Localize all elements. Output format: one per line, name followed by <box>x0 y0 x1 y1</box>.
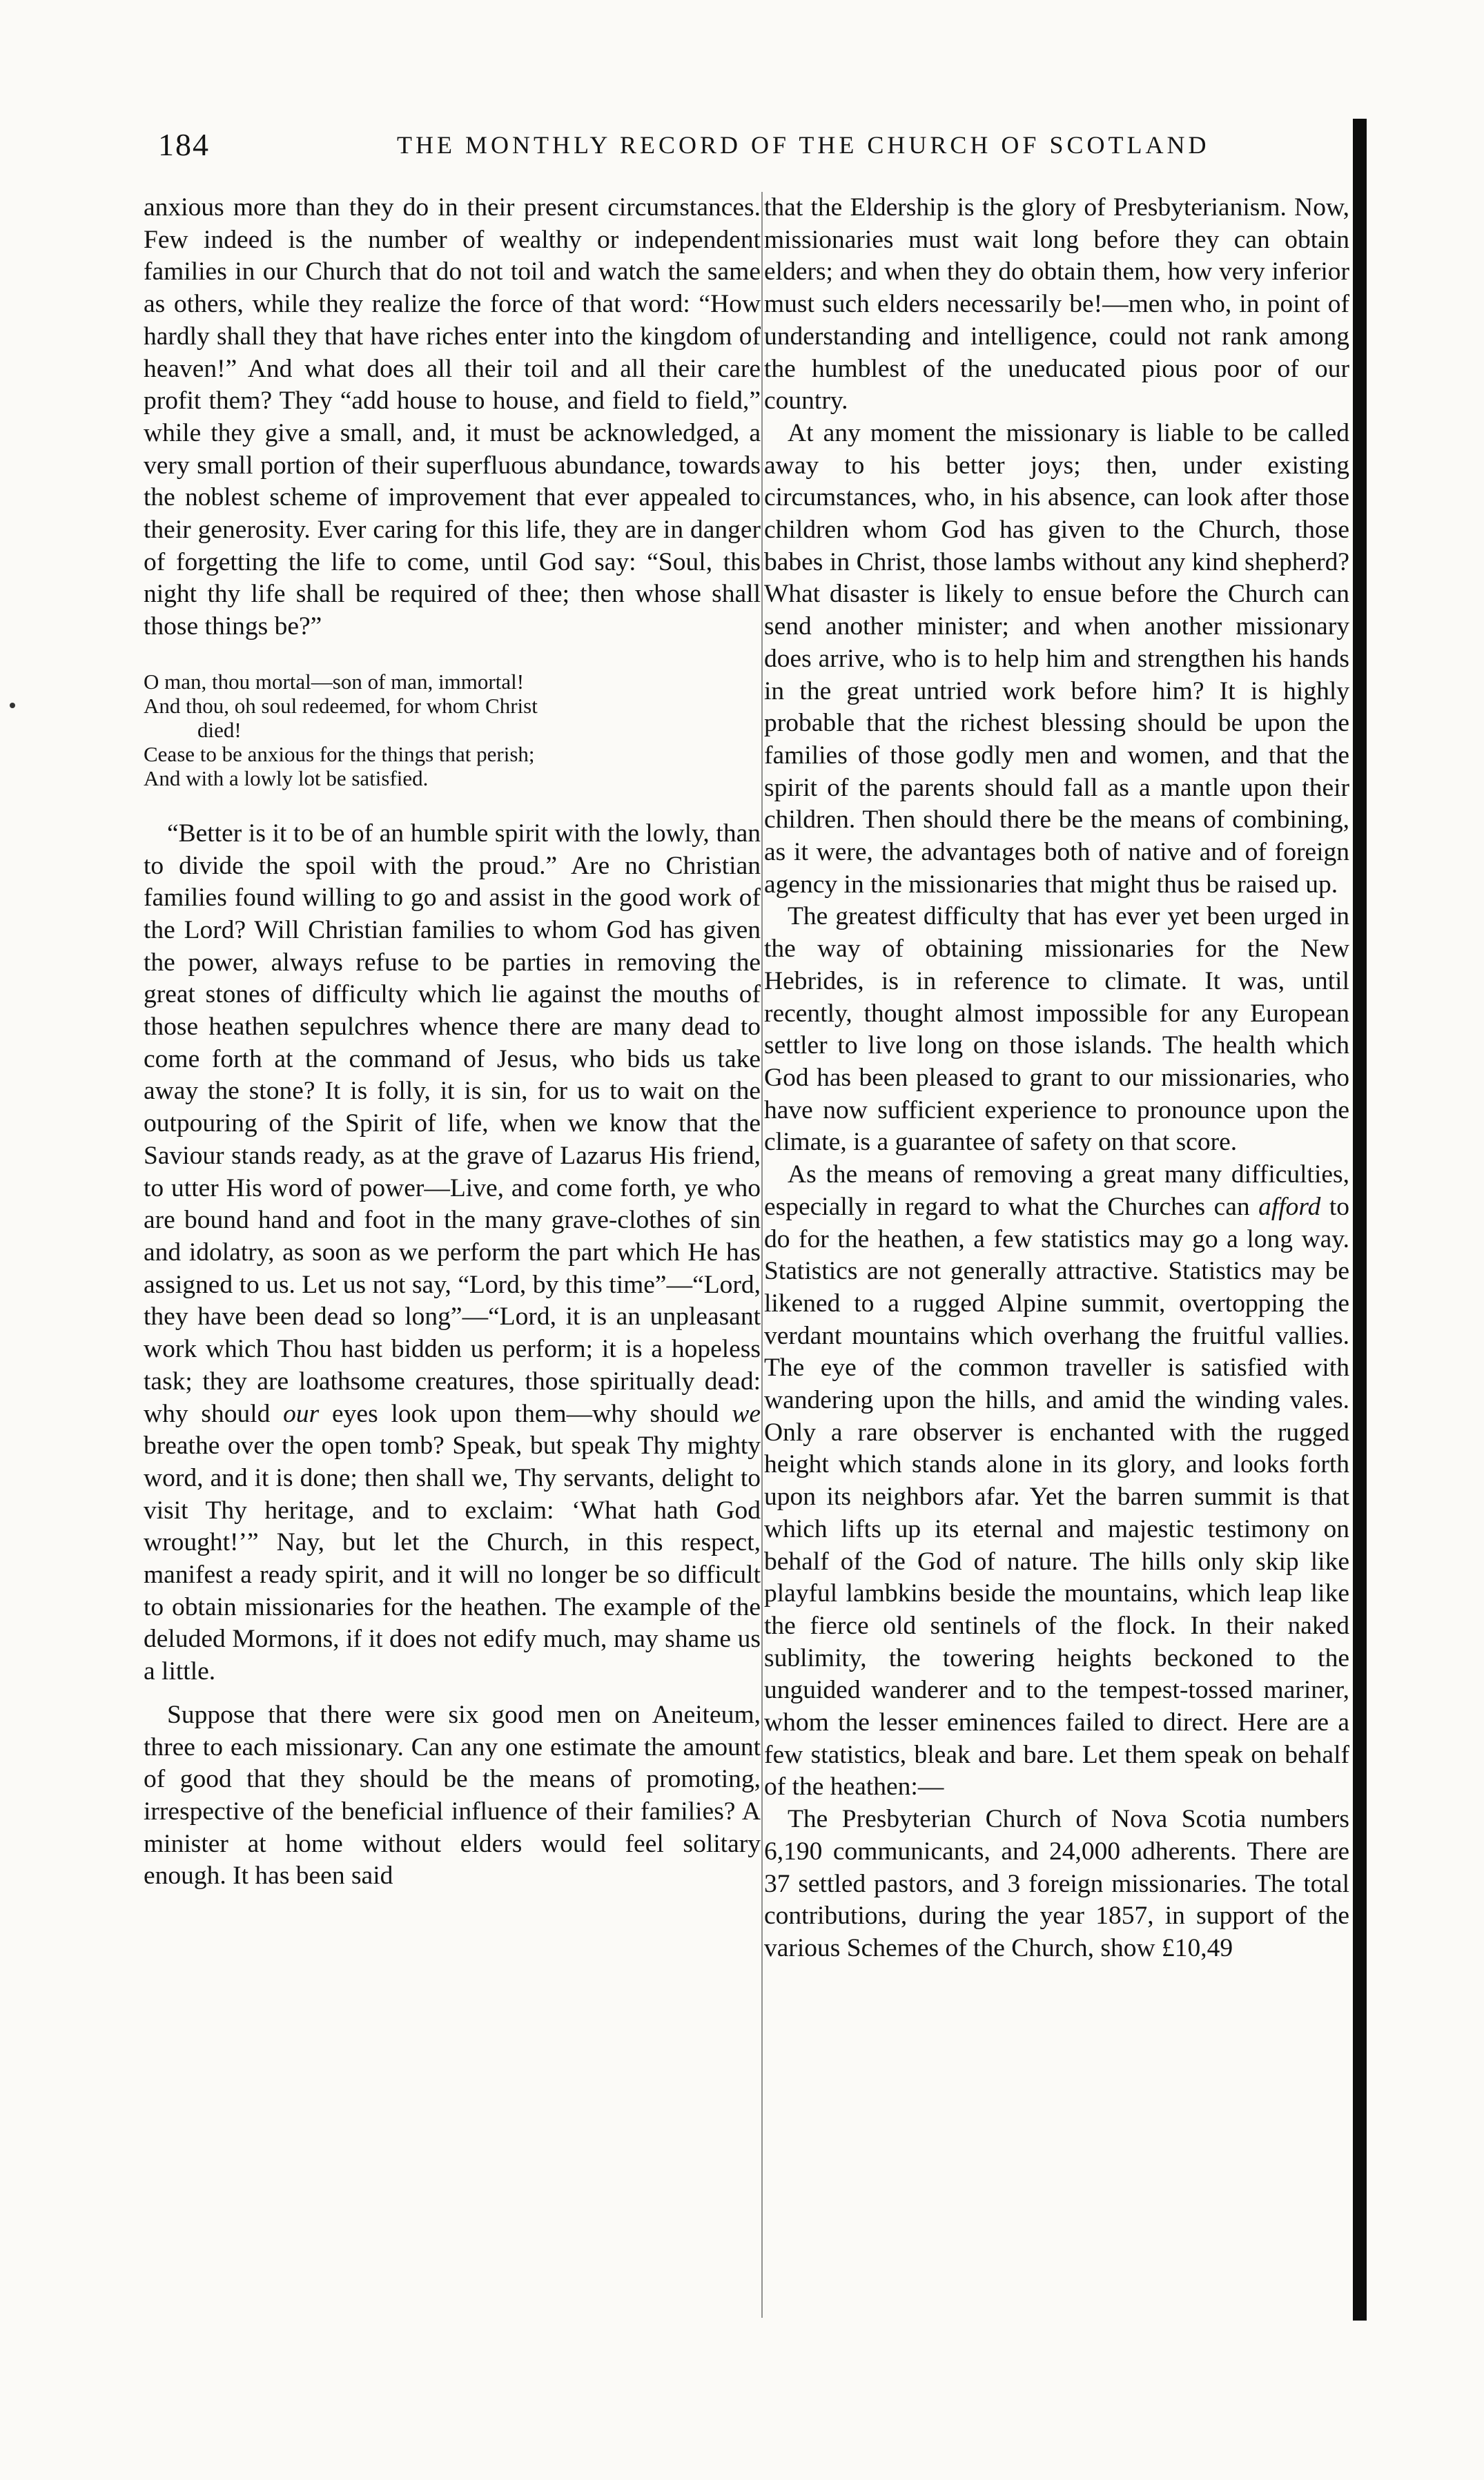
text-run: eyes look upon them—why should <box>319 1399 732 1428</box>
poem-line: And with a lowly lot be satisfied. <box>144 765 429 790</box>
poem-line: O man, thou mortal—son of man, immortal! <box>144 669 525 694</box>
ink-speck <box>10 703 15 708</box>
text-run: “Better is it to be of an humble spirit with the lowly, than to divide the spoil with the proud.” Are no Christian families found willing to go and assist in the good work of the Lord? Will Christian families to whom God has given the power, always refuse to be parties in removing the great stones of difficulty which lie against the mouths of those heathen sepulchres whence there are many dead to come forth at the command of Jesus, who bids us take away the stone? It is folly, it is sin, for us to wait on the outpouring of the Spirit of life, when we know that the Saviour stands ready, as at the grave of Lazarus His friend, to utter His word of power—Live, and come forth, ye who are bound hand and foot in the many grave-clothes of sin and idolatry, as soon as we perform the part which He has assigned to us. Let us not say, “Lord, by this time”—“Lord, they have been dead so long”—“Lord, it is an unpleasant work which Thou hast bidden us perform; it is a hopeless task; they are loathsome creatures, those spiritually dead: why should <box>144 819 761 1428</box>
poem-line: And thou, oh soul redeemed, for whom Christ <box>144 693 538 718</box>
text-run: As the means of removing a great many difficulties, especially in regard to what the Churches can <box>764 1160 1349 1221</box>
right-paragraph-2: At any moment the missionary is liable to be called away to his better joys; then, under existing circumstances, who, in his absence, can look after those children whom God has given to the Church, those babes in Christ, those lambs without any kind shepherd? What disaster is likely to ensue before the Church can send another minister; and when another missionary does arrive, who is to help him and strengthen his hands in the great untried work before him? It is highly probable that the richest blessing should be upon the families of those godly men and women, and that the spirit of the parents should fall as a mantle upon their children. Then should there be the means of combining, as it were, the advantages both of native and of foreign agency in the missionaries that might thus be raised up. <box>764 418 1349 899</box>
right-paragraph-3: The greatest difficulty that has ever yet been urged in the way of obtaining missionaries for the New Hebrides, is in reference to climate. It was, until recently, thought almost impossible for any European settler to live long on those islands. The health which God has been pleased to grant to our missionaries, who have now sufficient experience to pronounce upon the climate, is a guarantee of safety on that score. <box>764 902 1349 1157</box>
poem-line: died! <box>197 717 242 742</box>
left-paragraph-2 <box>144 818 761 1688</box>
page-number: 184 <box>158 127 210 162</box>
left-paragraph-1: anxious more than they do in their present circumstances. Few indeed is the number of wealthy or independent families in our Church that do not toil and watch the same as others, while they realize the force of that word: “How hardly shall they that have riches enter into the kingdom of heaven!” And what does all their toil and all their care profit them? They “add house to house, and field to field,” while they give a small, and, it must be acknowledged, a very small portion of their superfluous abundance, towards the noblest scheme of improvement that ever appealed to their generosity. Ever caring for this life, they are in danger of forgetting the life to come, until God say: “Soul, this night thy life shall be required of thee; then whose shall those things be?” <box>144 193 761 641</box>
running-head: THE MONTHLY RECORD OF THE CHURCH OF SCOTLAND <box>397 131 1210 159</box>
right-paragraph-5: The Presbyterian Church of Nova Scotia numbers 6,190 communicants, and 24,000 adherents. There are 37 settled pastors, and 3 foreign missionaries. The total contributions, during the year 1857, in support of the various Schemes of the Church, show £10,49 <box>764 1805 1349 1962</box>
poem-line: Cease to be anxious for the things that perish; <box>144 741 535 766</box>
column-rule <box>761 192 763 2318</box>
poem-stanza <box>144 670 761 790</box>
right-paragraph-1: that the Eldership is the glory of Presbyterianism. Now, missionaries must wait long before they can obtain elders; and when they do obtain them, how very inferior must such elders necessarily be!—men who, in point of understanding and intelligence, could not rank among the humblest of the uneducated pious poor of our country. <box>764 193 1349 416</box>
right-column <box>764 192 1349 2397</box>
text-run: to do for the heathen, a few statistics may go a long way. Statistics are not generally attractive. Statistics may be likened to a rugged Alpine summit, overtopping the verdant mountains which overhang the fruitful vallies. The eye of the common traveller is satisfied with wandering upon the hills, and amid the winding vales. Only a rare observer is enchanted with the rugged height which stands alone in its glory, and looks forth upon its neighbors afar. Yet the barren summit is that which lifts up its eternal and majestic testimony on behalf of the God of nature. The hills only skip like playful lambkins beside the mountains, which leap like the fierce old sentinels of the flock. In their naked sublimity, the towering heights beckoned to the unguided wanderer and to the tempest-tossed mariner, whom the lesser eminences failed to direct. Here are a few statistics, bleak and bare. Let them speak on behalf of the heathen:— <box>764 1192 1349 1802</box>
right-paragraph-4 <box>764 1159 1349 1804</box>
binding-shadow <box>1353 119 1367 2321</box>
text-run: breathe over the open tomb? Speak, but speak Thy mighty word, and it is done; then shall we, Thy servants, delight to visit Thy heritage, and to exclaim: ‘What hath God wrought!’” Nay, but let the Church, in this respect, manifest a ready spirit, and it will no longer be so difficult to obtain missionaries for the heathen. The example of the deluded Mormons, if it does not edify much, may shame us a little. <box>144 1432 761 1686</box>
page-header <box>148 126 1363 168</box>
emphasis: afford <box>1258 1192 1321 1221</box>
left-paragraph-3: Suppose that there were six good men on Aneiteum, three to each missionary. Can any one estimate the amount of good that they should be the means of promoting, irrespective of the beneficial influence of their families? A minister at home without elders would feel solitary enough. It has been said <box>144 1700 761 1891</box>
left-column <box>144 192 761 1893</box>
emphasis: our <box>283 1399 320 1428</box>
emphasis: we <box>732 1399 761 1428</box>
